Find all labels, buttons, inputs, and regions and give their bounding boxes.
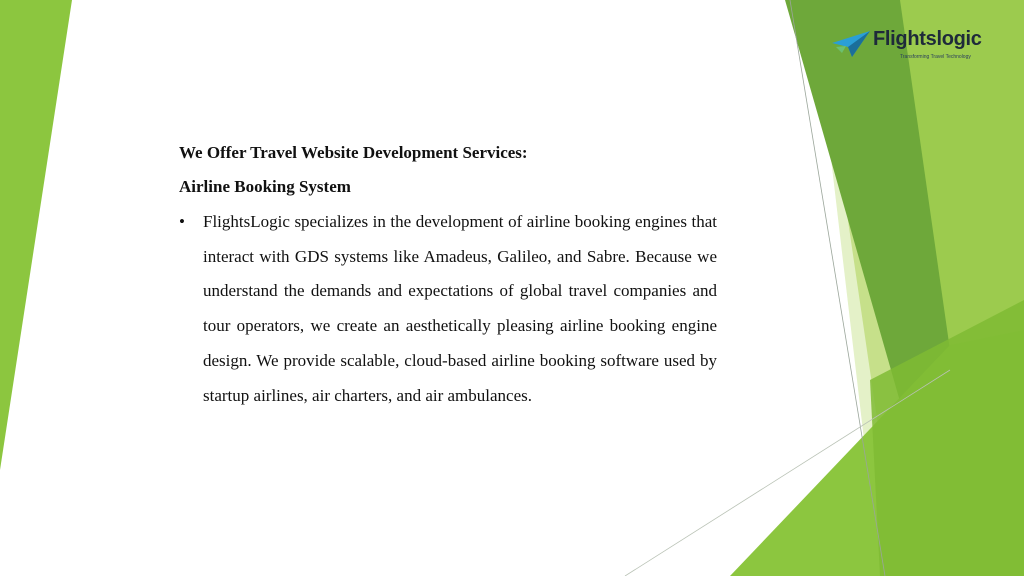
logo-name: Flightslogic (873, 28, 982, 50)
paper-plane-icon (830, 29, 872, 59)
bullet-text: FlightsLogic specializes in the development of airline booking engines that interact with GDS systems like Amadeus, Galileo, and Sabre. Because we understand the demands and expectations of global travel companies and tour operators, we create an aesthetically pleasing airline booking engine design. We provide scalable, cloud-based airline booking software used by startup airlines, air charters, and air ambulances. (203, 212, 717, 405)
logo-tagline: Transforming Travel Technology (900, 54, 971, 60)
sub-heading: Airline Booking System (179, 177, 351, 196)
company-logo[interactable] (830, 27, 990, 65)
bullet-marker: • (179, 212, 185, 231)
main-heading: We Offer Travel Website Development Services: (179, 143, 528, 162)
left-green-stripe (0, 0, 72, 470)
